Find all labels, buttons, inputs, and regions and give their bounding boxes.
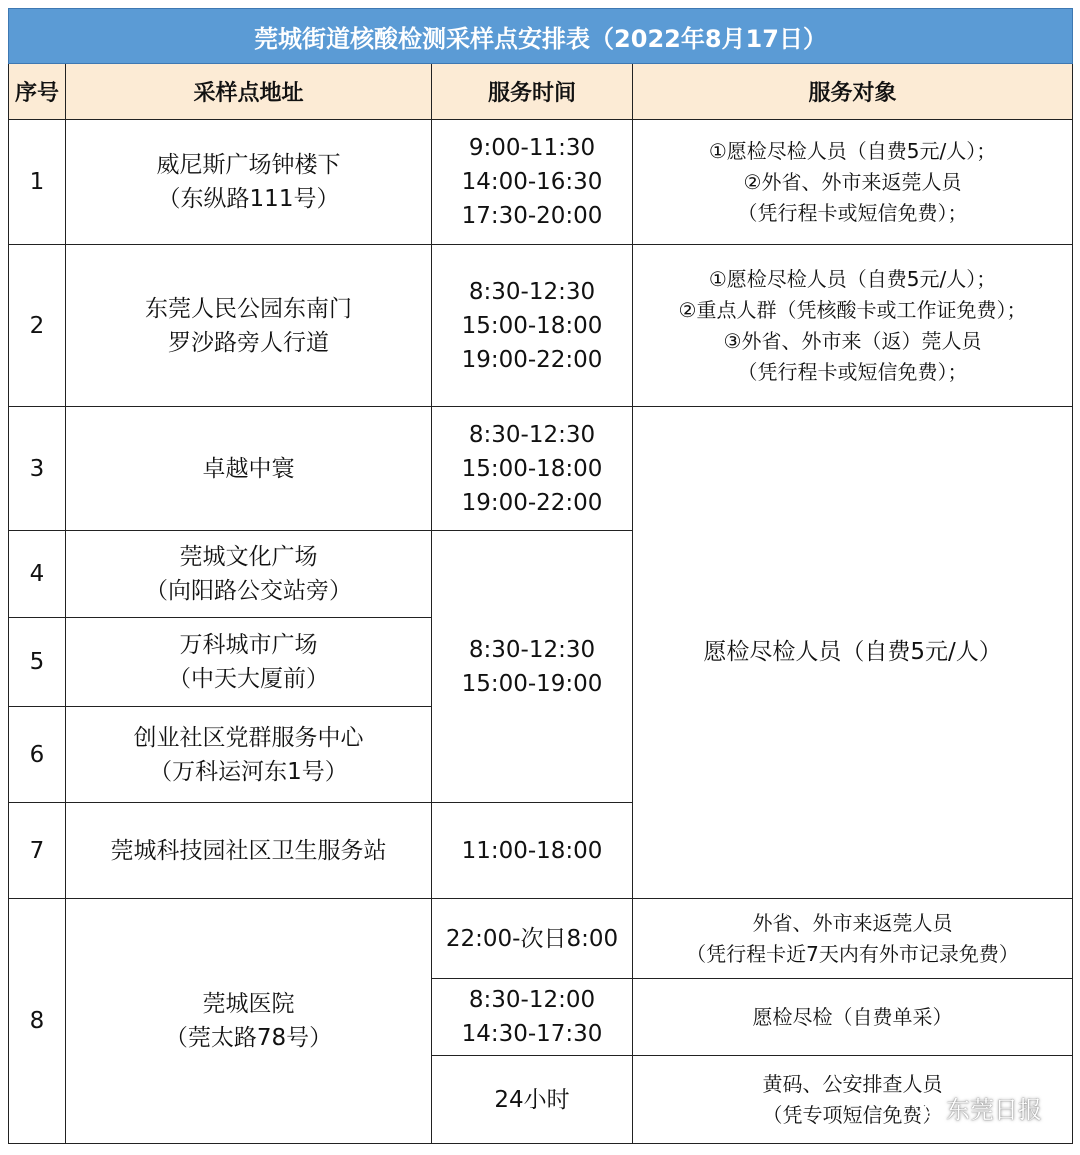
row-time [432, 803, 633, 899]
time-slot: 15:00-18:00 [461, 455, 603, 482]
table-title: 莞城街道核酸检测采样点安排表（2022年8月17日） [9, 9, 1073, 64]
row-address [66, 531, 432, 618]
target-line: ②重点人群（凭核酸卡或工作证免费）； [678, 297, 1027, 322]
table-row [9, 245, 1073, 407]
time-slot: 24小时 [494, 1086, 570, 1113]
header-index: 序号 [9, 64, 66, 120]
wechat-icon [914, 1097, 940, 1119]
time-slot: 8:30-12:00 [468, 987, 596, 1013]
row-address [66, 407, 432, 531]
row-address [66, 120, 432, 245]
header-target: 服务对象 [633, 64, 1073, 120]
row-time [432, 245, 633, 407]
watermark-text: 东莞日报 [946, 1096, 1042, 1124]
target-line: ①愿检尽检人员（自费5元/人）； [708, 266, 997, 291]
row-address [66, 803, 432, 899]
target-line: ②外省、外市来返莞人员 [743, 169, 962, 194]
row-time [432, 979, 633, 1056]
shared-time-cell [432, 531, 633, 803]
time-slot: 11:00-18:00 [461, 837, 603, 864]
row-target [633, 245, 1073, 407]
row-time [432, 407, 633, 531]
table-row [9, 899, 1073, 979]
time-slot: 8:30-12:30 [468, 421, 596, 448]
row-index: 5 [9, 618, 66, 707]
target-line: （凭行程卡或短信免费）； [737, 359, 968, 384]
row-index: 1 [9, 120, 66, 245]
time-slot: 15:00-19:00 [461, 670, 603, 697]
time-slot: 22:00-次日8:00 [445, 925, 619, 952]
time-slot: 14:30-17:30 [461, 1021, 603, 1047]
row-address [66, 618, 432, 707]
target-line: 愿检尽检（自费单采） [752, 1004, 953, 1029]
row-target [633, 120, 1073, 245]
table-row [9, 407, 1073, 531]
target-line: ③外省、外市来（返）莞人员 [723, 328, 982, 353]
address-line: 万科城市广场 [179, 632, 318, 658]
address-line: （莞太路78号） [164, 1025, 333, 1051]
address-line: 东莞人民公园东南门 [145, 295, 352, 322]
address-line: 威尼斯广场钟楼下 [156, 152, 341, 178]
time-slot: 9:00-11:30 [468, 135, 596, 161]
address-line: 莞城文化广场 [179, 544, 318, 570]
header-address: 采样点地址 [66, 64, 432, 120]
target-line: 外省、外市来返莞人员 [752, 910, 953, 935]
target-line: （凭行程卡近7天内有外市记录免费） [686, 941, 1019, 966]
address-line: 莞城科技园社区卫生服务站 [110, 837, 387, 864]
address-line: 莞城医院 [202, 991, 295, 1017]
target-line: （凭行程卡或短信免费）； [737, 200, 968, 225]
address-line: 卓越中寰 [202, 455, 295, 482]
target-line: （凭专项短信免费） [762, 1102, 943, 1127]
time-slot: 14:00-16:30 [461, 169, 603, 195]
row-address [66, 245, 432, 407]
table-row [9, 120, 1073, 245]
row-index: 7 [9, 803, 66, 899]
row-time [432, 120, 633, 245]
time-slot: 19:00-22:00 [461, 489, 603, 516]
row-address [66, 707, 432, 803]
target-line: 黄码、公安排查人员 [762, 1071, 943, 1096]
row-address [66, 899, 432, 1144]
address-line: （中天大厦前） [168, 666, 329, 692]
row-target [633, 899, 1073, 979]
sampling-schedule-table [8, 8, 1073, 1144]
time-slot: 17:30-20:00 [461, 203, 603, 229]
address-line: （万科运河东1号） [149, 758, 348, 785]
row-index: 2 [9, 245, 66, 407]
time-slot: 19:00-22:00 [461, 346, 603, 373]
row-index: 8 [9, 899, 66, 1144]
watermark [914, 1090, 1042, 1125]
row-index: 3 [9, 407, 66, 531]
header-time: 服务时间 [432, 64, 633, 120]
row-target [633, 979, 1073, 1056]
time-slot: 8:30-12:30 [468, 636, 596, 663]
row-index: 6 [9, 707, 66, 803]
target-line: ①愿检尽检人员（自费5元/人）； [708, 138, 997, 163]
address-line: 创业社区党群服务中心 [133, 724, 364, 751]
time-slot: 15:00-18:00 [461, 312, 603, 339]
address-line: （向阳路公交站旁） [145, 578, 352, 604]
shared-target-cell: 愿检尽检人员（自费5元/人） [633, 407, 1073, 899]
header-row [9, 64, 1073, 120]
schedule-sheet [8, 8, 1072, 1148]
address-line: （东纵路111号） [157, 186, 340, 212]
row-time [432, 1056, 633, 1144]
time-slot: 8:30-12:30 [468, 278, 596, 305]
address-line: 罗沙路旁人行道 [168, 329, 329, 356]
row-index: 4 [9, 531, 66, 618]
row-time [432, 899, 633, 979]
